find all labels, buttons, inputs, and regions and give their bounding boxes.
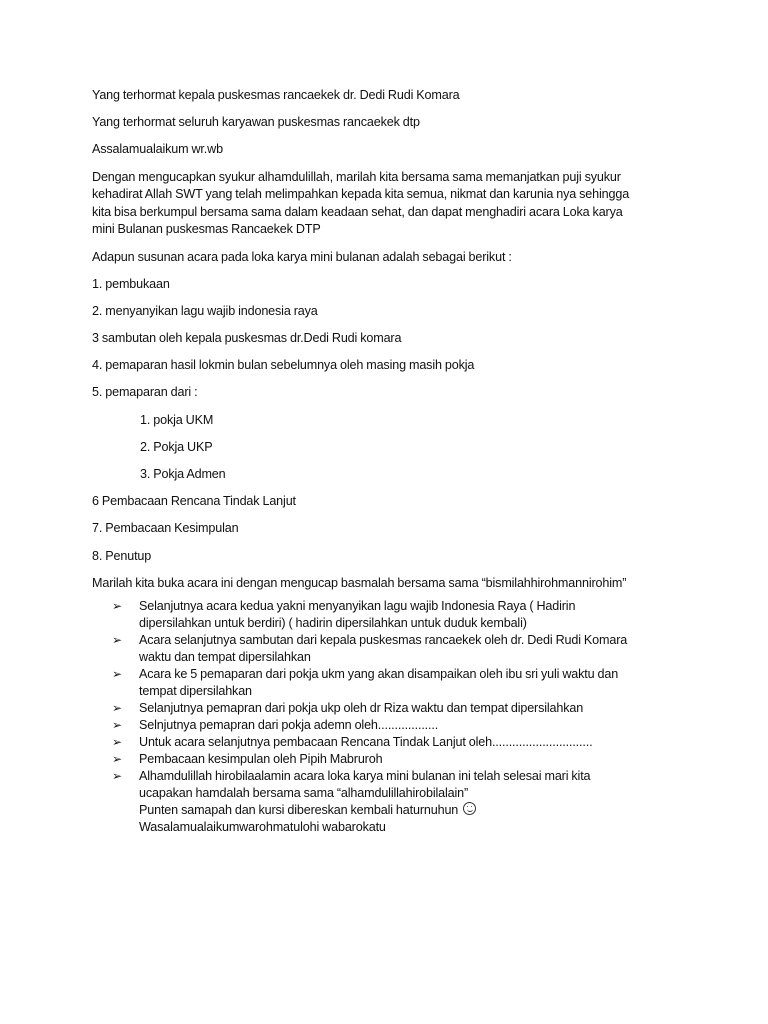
bullet-line: Acara ke 5 pemaparan dari pokja ukm yang akan disampaikan oleh ibu sri yuli waktu dan [139,667,619,682]
closing-line [139,802,692,819]
greeting-line: Assalamualaikum wr.wb [92,142,223,157]
bullet-item [92,734,692,751]
agenda-item: 1. pembukaan [92,276,170,291]
bullet-line: waktu dan tempat dipersilahkan [139,650,311,665]
bullet-line: Selanjutnya pemapran dari pokja ukp oleh dr Riza waktu dan tempat dipersilahkan [139,701,584,716]
bullet-item [92,632,692,666]
bullet-item [92,717,692,734]
agenda-item: 5. pemaparan dari : [92,385,198,400]
paragraph-line: kita bisa berkumpul bersama sama dalam keadaan sehat, dan dapat menghadiri acara Loka karya [92,204,623,219]
agenda-intro: Adapun susunan acara pada loka karya mini bulanan adalah sebagai berikut : [92,249,512,264]
bullet-line: tempat dipersilahkan [139,684,252,699]
agenda-sub-item: 1. pokja UKM [140,412,214,427]
greeting-line: Yang terhormat seluruh karyawan puskesmas rancaekek dtp [92,115,420,130]
bullet-line: Selnjutnya pemapran dari pokja ademn oleh.................. [139,718,439,733]
paragraph-line: Dengan mengucapkan syukur alhamdulillah, marilah kita bersama sama memanjatkan puji syukur [92,169,621,184]
agenda-sub-item: 2. Pokja UKP [140,439,213,454]
smiley-face-icon [463,802,476,815]
bullet-list [92,598,692,836]
bullet-line: Pembacaan kesimpulan oleh Pipih Mabruroh [139,752,383,767]
arrowhead-bullet-icon: ➢ [112,752,122,767]
arrowhead-bullet-icon: ➢ [112,718,122,733]
arrowhead-bullet-icon: ➢ [112,599,122,614]
bullet-item [92,768,692,836]
arrowhead-bullet-icon: ➢ [112,701,122,716]
bullet-line: dipersilahkan untuk berdiri) ( hadirin dipersilahkan untuk duduk kembali) [139,616,527,631]
agenda-sub-item: 3. Pokja Admen [140,467,226,482]
arrowhead-bullet-icon: ➢ [112,735,122,750]
bullet-line: Wasalamualaikumwarohmatulohi wabarokatu [139,820,386,835]
bullet-line: Acara selanjutnya sambutan dari kepala puskesmas rancaekek oleh dr. Dedi Rudi Komara [139,633,628,648]
bullet-item [92,751,692,768]
bullet-line: Alhamdulillah hirobilaalamin acara loka karya mini bulanan ini telah selesai mari kita [139,769,591,784]
bullet-line: Untuk acara selanjutnya pembacaan Rencana Tindak Lanjut oleh.............................. [139,735,593,750]
greeting-line: Yang terhormat kepala puskesmas rancaekek dr. Dedi Rudi Komara [92,88,460,102]
opening-paragraph [92,169,692,239]
bullet-item [92,700,692,717]
bullet-item [92,598,692,632]
agenda-item: 3 sambutan oleh kepala puskesmas dr.Dedi Rudi komara [92,331,402,346]
arrowhead-bullet-icon: ➢ [112,667,122,682]
agenda-item: 4. pemaparan hasil lokmin bulan sebelumnya oleh masing masih pokja [92,358,475,373]
agenda-item: 7. Pembacaan Kesimpulan [92,521,239,536]
agenda-item: 8. Penutup [92,548,152,563]
arrowhead-bullet-icon: ➢ [112,769,122,784]
basmalah-line: Marilah kita buka acara ini dengan mengucap basmalah bersama sama “bismilahhirohmannirohim” [92,575,627,590]
closing-text: Punten samapah dan kursi dibereskan kembali haturnuhun [139,803,459,818]
paragraph-line: mini Bulanan puskesmas Rancaekek DTP [92,222,321,237]
bullet-line: Selanjutnya acara kedua yakni menyanyikan lagu wajib Indonesia Raya ( Hadirin [139,599,576,614]
bullet-item [92,666,692,700]
arrowhead-bullet-icon: ➢ [112,633,122,648]
agenda-item: 2. menyanyikan lagu wajib indonesia raya [92,303,318,318]
document-page [92,87,692,836]
agenda-item: 6 Pembacaan Rencana Tindak Lanjut [92,494,296,509]
bullet-line: ucapakan hamdalah bersama sama “alhamdulillahirobilalain” [139,786,469,801]
paragraph-line: kehadirat Allah SWT yang telah melimpahkan kepada kita semua, nikmat dan karunia nya sehingga [92,187,630,202]
